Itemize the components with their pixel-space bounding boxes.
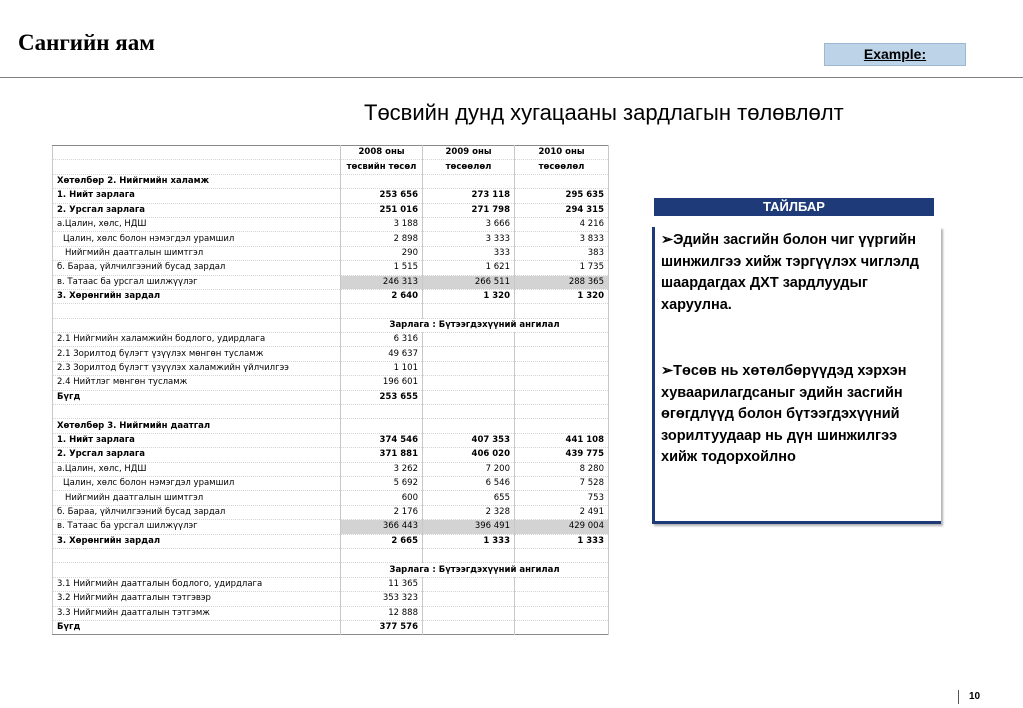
table-row: [53, 217, 609, 231]
table-row: [53, 577, 609, 591]
note-header: ТАЙЛБАР: [654, 198, 934, 216]
table-cell: [515, 620, 609, 634]
table-cell: 271 798: [423, 203, 515, 217]
table-cell: 3 666: [423, 217, 515, 231]
table-cell: [341, 304, 423, 318]
table-cell: [515, 405, 609, 419]
table-row: [53, 275, 609, 289]
table-cell: 441 108: [515, 433, 609, 447]
table-cell: 2 176: [341, 505, 423, 519]
table-cell: б. Бараа, үйлчилгээний бусад зардал: [53, 261, 341, 275]
table-cell: 2. Урсгал зарлага: [53, 448, 341, 462]
budget-table: [52, 145, 609, 635]
table-cell: 288 365: [515, 275, 609, 289]
table-cell: [515, 592, 609, 606]
table-cell: [423, 390, 515, 404]
table-cell: 383: [515, 246, 609, 260]
page-number: 10: [969, 691, 981, 702]
table-cell: 2. Урсгал зарлага: [53, 203, 341, 217]
table-row: [53, 347, 609, 361]
table-cell: [341, 174, 423, 188]
table-row: [53, 548, 609, 562]
table-row: [53, 304, 609, 318]
table-row: [53, 174, 609, 188]
table-row: [53, 534, 609, 548]
table-cell: [423, 548, 515, 562]
table-cell: 290: [341, 246, 423, 260]
table-cell: [423, 592, 515, 606]
table-row: [53, 189, 609, 203]
table-cell: Нийгмийн даатгалын шимтгэл: [53, 246, 341, 260]
table-cell: [341, 419, 423, 433]
table-cell: Цалин, хөлс болон нэмэгдэл урамшил: [53, 232, 341, 246]
table-cell: [423, 376, 515, 390]
table-cell: 3. Хөрөнгийн зардал: [53, 534, 341, 548]
table-row: [53, 405, 609, 419]
table-cell: 407 353: [423, 433, 515, 447]
table-cell: 655: [423, 491, 515, 505]
table-cell: 1 320: [515, 289, 609, 303]
table-cell: 11 365: [341, 577, 423, 591]
note-paragraph-1: ➢Эдийн засгийн болон чиг үүргийн шинжилгээ хийж тэргүүлэх чиглэлд шаардагдах ДХТ зардлуудыг харуулна.: [661, 232, 919, 313]
page-number-separator: [958, 690, 959, 704]
table-cell: 6 316: [341, 333, 423, 347]
table-cell: 439 775: [515, 448, 609, 462]
table-cell: 253 656: [341, 189, 423, 203]
table-cell: 3 333: [423, 232, 515, 246]
table-cell: 3.1 Нийгмийн даатгалын бодлого, удирдлага: [53, 577, 341, 591]
note-box: [652, 227, 941, 524]
table-cell: 333: [423, 246, 515, 260]
table-cell: 266 511: [423, 275, 515, 289]
table-cell: 2008 оны: [341, 146, 423, 160]
table-cell: 2 640: [341, 289, 423, 303]
table-cell: [515, 376, 609, 390]
table-cell: Нийгмийн даатгалын шимтгэл: [53, 491, 341, 505]
table-cell: [423, 361, 515, 375]
table-cell: [53, 318, 341, 332]
table-cell: 1 735: [515, 261, 609, 275]
table-cell: 1 333: [423, 534, 515, 548]
table-cell: 7 528: [515, 476, 609, 490]
table-cell: 3.3 Нийгмийн даатгалын тэтгэмж: [53, 606, 341, 620]
table-cell: төсөөлөл: [515, 160, 609, 174]
table-cell: Бүгд: [53, 390, 341, 404]
table-row: [53, 606, 609, 620]
table-cell: 2 491: [515, 505, 609, 519]
table-row: [53, 505, 609, 519]
table-row: [53, 160, 609, 174]
table-row: [53, 462, 609, 476]
table-cell: 1 101: [341, 361, 423, 375]
table-row: [53, 376, 609, 390]
table-cell: 2009 оны: [423, 146, 515, 160]
table-cell: [341, 548, 423, 562]
table-cell: 406 020: [423, 448, 515, 462]
table-cell: [515, 577, 609, 591]
table-cell: [53, 160, 341, 174]
table-cell: 353 323: [341, 592, 423, 606]
table-row: [53, 620, 609, 634]
table-cell: 8 280: [515, 462, 609, 476]
table-row: [53, 563, 609, 577]
table-row: [53, 203, 609, 217]
header-divider: [0, 77, 1023, 78]
table-cell: [515, 333, 609, 347]
table-row: [53, 433, 609, 447]
table-cell: [515, 548, 609, 562]
table-cell-span: Зарлага : Бүтээгдэхүүний ангилал: [341, 563, 609, 577]
table-cell: 2010 оны: [515, 146, 609, 160]
table-cell: 253 655: [341, 390, 423, 404]
table-cell: [515, 390, 609, 404]
table-cell: 1 320: [423, 289, 515, 303]
table-cell: в. Татаас ба урсгал шилжүүлэг: [53, 520, 341, 534]
table-row: [53, 419, 609, 433]
table-cell: 2 328: [423, 505, 515, 519]
table-cell: 2.1 Зорилтод бүлэгт үзүүлэх мөнгөн тусламж: [53, 347, 341, 361]
table-cell: 2.4 Нийтлэг мөнгөн тусламж: [53, 376, 341, 390]
table-cell: [515, 304, 609, 318]
table-cell: [423, 304, 515, 318]
table-cell: 2 898: [341, 232, 423, 246]
table-cell: 3. Хөрөнгийн зардал: [53, 289, 341, 303]
table-cell: б. Бараа, үйлчилгээний бусад зардал: [53, 505, 341, 519]
table-cell: [515, 419, 609, 433]
table-cell: 4 216: [515, 217, 609, 231]
table-cell: Хөтөлбөр 3. Нийгмийн даатгал: [53, 419, 341, 433]
table-cell: [53, 304, 341, 318]
table-cell: Хөтөлбөр 2. Нийгмийн халамж: [53, 174, 341, 188]
table-cell: 12 888: [341, 606, 423, 620]
table-row: [53, 592, 609, 606]
table-cell: 377 576: [341, 620, 423, 634]
table-cell: төсөөлөл: [423, 160, 515, 174]
table-cell: а.Цалин, хөлс, НДШ: [53, 217, 341, 231]
slide-title: Төсвийн дунд хугацааны зардлагын төлөвлөлт: [364, 100, 844, 125]
table-cell: 196 601: [341, 376, 423, 390]
ministry-title: Сангийн яам: [18, 30, 155, 55]
table-cell: 251 016: [341, 203, 423, 217]
table-cell: [53, 146, 341, 160]
table-cell: 374 546: [341, 433, 423, 447]
table-cell: [423, 347, 515, 361]
table-cell: [515, 174, 609, 188]
table-row: [53, 476, 609, 490]
table-row: [53, 289, 609, 303]
note-paragraph-2: ➢Төсөв нь хөтөлбөрүүдэд хэрхэн хуваарилагдсаныг эдийн засгийн өгөгдлүүд болон бүтээгдэхүүний зорилтуудаар нь дүн шинжилгээ хийж тодорхойлно: [661, 363, 907, 465]
table-cell: Цалин, хөлс болон нэмэгдэл урамшил: [53, 476, 341, 490]
table-cell: 2.1 Нийгмийн халамжийн бодлого, удирдлага: [53, 333, 341, 347]
table-cell: 2.3 Зорилтод бүлэгт үзүүлэх халамжийн үйлчилгээ: [53, 361, 341, 375]
table-cell: 600: [341, 491, 423, 505]
table-row: [53, 361, 609, 375]
table-cell: 3 833: [515, 232, 609, 246]
table-cell: [53, 563, 341, 577]
table-cell: Бүгд: [53, 620, 341, 634]
table-row: [53, 232, 609, 246]
table-cell: 1. Нийт зарлага: [53, 189, 341, 203]
table-cell: 371 881: [341, 448, 423, 462]
table-cell: [341, 405, 423, 419]
table-row: [53, 333, 609, 347]
table-cell: 1. Нийт зарлага: [53, 433, 341, 447]
table-cell: [423, 606, 515, 620]
table-cell: 273 118: [423, 189, 515, 203]
table-cell: 3 188: [341, 217, 423, 231]
table-cell: 3 262: [341, 462, 423, 476]
table-row: [53, 390, 609, 404]
table-cell: [53, 548, 341, 562]
table-row: [53, 448, 609, 462]
table-row: [53, 146, 609, 160]
table-cell: в. Татаас ба урсгал шилжүүлэг: [53, 275, 341, 289]
table-cell: [423, 419, 515, 433]
table-cell: 1 621: [423, 261, 515, 275]
table-cell: 429 004: [515, 520, 609, 534]
table-cell: а.Цалин, хөлс, НДШ: [53, 462, 341, 476]
table-cell: [423, 620, 515, 634]
table-cell: [515, 606, 609, 620]
table-cell: 3.2 Нийгмийн даатгалын тэтгэвэр: [53, 592, 341, 606]
table-cell: 6 546: [423, 476, 515, 490]
table-cell: 294 315: [515, 203, 609, 217]
table-cell: 366 443: [341, 520, 423, 534]
table-cell: 2 665: [341, 534, 423, 548]
table-cell: [53, 405, 341, 419]
table-row: [53, 261, 609, 275]
table-cell: [515, 347, 609, 361]
table-cell: [423, 405, 515, 419]
table-cell: 1 333: [515, 534, 609, 548]
table-row: [53, 491, 609, 505]
table-cell: [515, 361, 609, 375]
table-cell: 7 200: [423, 462, 515, 476]
example-badge: Example:: [824, 43, 966, 66]
table-cell: [423, 333, 515, 347]
table-cell: төсвийн төсөл: [341, 160, 423, 174]
table-cell: 753: [515, 491, 609, 505]
table-cell: 246 313: [341, 275, 423, 289]
table-row: [53, 246, 609, 260]
table-cell: 1 515: [341, 261, 423, 275]
table-cell: 295 635: [515, 189, 609, 203]
table-row: [53, 318, 609, 332]
table-cell: [423, 577, 515, 591]
table-cell: [423, 174, 515, 188]
table-cell: 5 692: [341, 476, 423, 490]
table-cell: 49 637: [341, 347, 423, 361]
table-cell: 396 491: [423, 520, 515, 534]
table-row: [53, 520, 609, 534]
table-cell-span: Зарлага : Бүтээгдэхүүний ангилал: [341, 318, 609, 332]
